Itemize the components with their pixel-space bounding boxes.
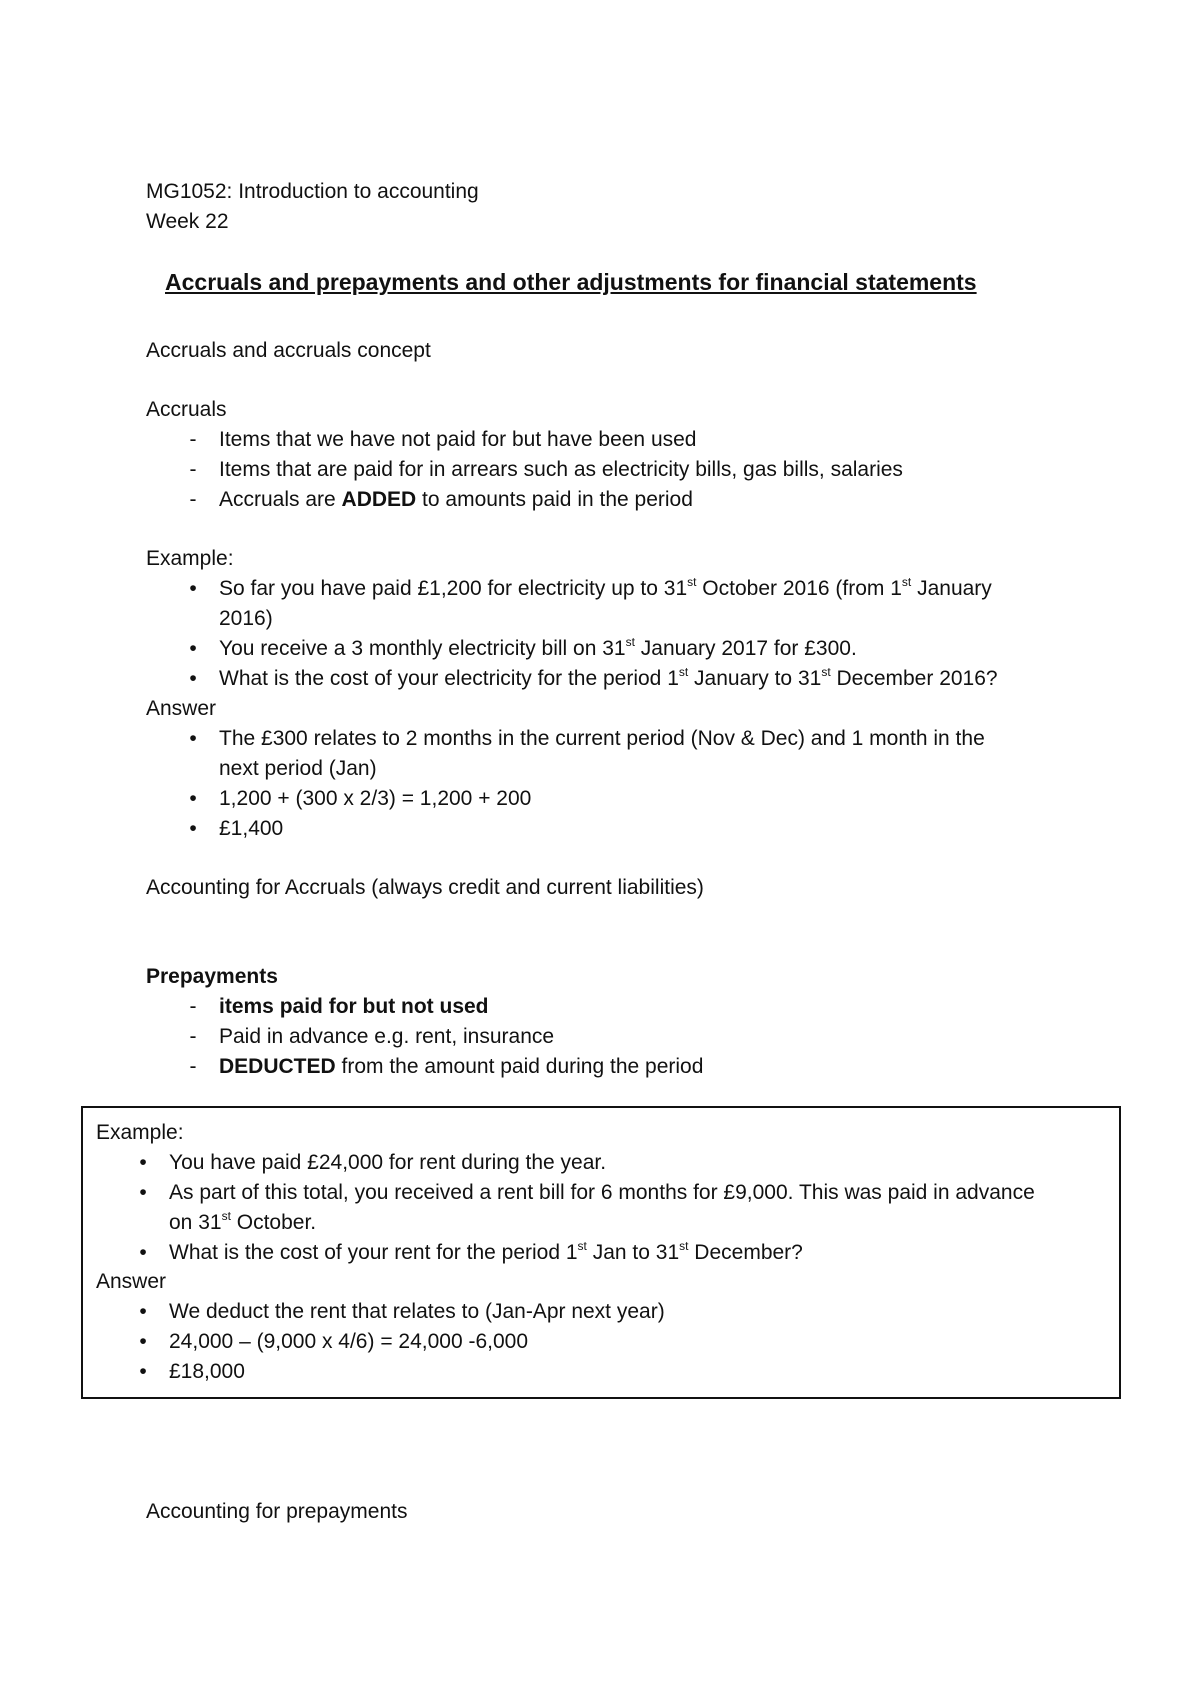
dash-marker: - [189,1025,197,1048]
list-item: • As part of this total, you received a rent bill for 6 months for £9,000. This was paid in advance [169,1178,1035,1207]
example-label: Example: [146,547,234,570]
prepayments-heading: Prepayments [146,965,278,988]
dash-marker: - [189,488,197,511]
list-item-continuation: 2016) [219,607,273,630]
bullet-marker: • [189,577,197,600]
bullet-marker: • [139,1300,147,1323]
accounting-accruals-heading: Accounting for Accruals (always credit and current liabilities) [146,876,704,899]
answer-label: Answer [96,1270,167,1293]
dash-marker: - [189,428,197,451]
list-item-continuation: on 31st October. [169,1209,317,1234]
bullet-marker: • [189,637,197,660]
dash-marker: - [189,458,197,481]
list-item: • £1,400 [219,814,283,843]
bullet-marker: • [189,667,197,690]
bullet-marker: • [139,1330,147,1353]
list-item: - items paid for but not used [219,992,489,1021]
accruals-heading: Accruals [146,398,227,421]
list-item: • So far you have paid £1,200 for electricity up to 31st October 2016 (from 1st January [219,574,992,603]
list-item: • 24,000 – (9,000 x 4/6) = 24,000 -6,000 [169,1327,528,1356]
list-item: - Items that are paid for in arrears such as electricity bills, gas bills, salaries [219,455,903,484]
bullet-marker: • [189,787,197,810]
list-item: • You have paid £24,000 for rent during the year. [169,1148,606,1177]
list-item: - DEDUCTED from the amount paid during the period [219,1052,703,1081]
bullet-marker: • [139,1181,147,1204]
bullet-marker: • [139,1360,147,1383]
week-label: Week 22 [146,210,229,233]
list-item: - Items that we have not paid for but have been used [219,425,696,454]
list-item: • We deduct the rent that relates to (Jan-Apr next year) [169,1297,665,1326]
list-item: - Paid in advance e.g. rent, insurance [219,1022,554,1051]
page-title: Accruals and prepayments and other adjustments for financial statements [165,269,977,295]
list-item: • £18,000 [169,1357,245,1386]
list-item: • What is the cost of your rent for the period 1st Jan to 31st December? [169,1238,803,1267]
bullet-marker: • [189,727,197,750]
example-label: Example: [96,1121,184,1144]
list-item: - Accruals are ADDED to amounts paid in the period [219,485,693,514]
answer-label: Answer [146,697,217,720]
bullet-marker: • [139,1241,147,1264]
bullet-marker: • [189,817,197,840]
course-title: MG1052: Introduction to accounting [146,180,479,203]
dash-marker: - [189,995,197,1018]
list-item: • What is the cost of your electricity for the period 1st January to 31st December 2016? [219,664,998,693]
list-item: • 1,200 + (300 x 2/3) = 1,200 + 200 [219,784,531,813]
list-item: • The £300 relates to 2 months in the current period (Nov & Dec) and 1 month in the [219,724,985,753]
dash-marker: - [189,1055,197,1078]
accruals-concept-heading: Accruals and accruals concept [146,339,431,362]
list-item: • You receive a 3 monthly electricity bill on 31st January 2017 for £300. [219,634,857,663]
list-item-continuation: next period (Jan) [219,757,377,780]
bullet-marker: • [139,1151,147,1174]
accounting-prepayments-heading: Accounting for prepayments [146,1500,408,1523]
